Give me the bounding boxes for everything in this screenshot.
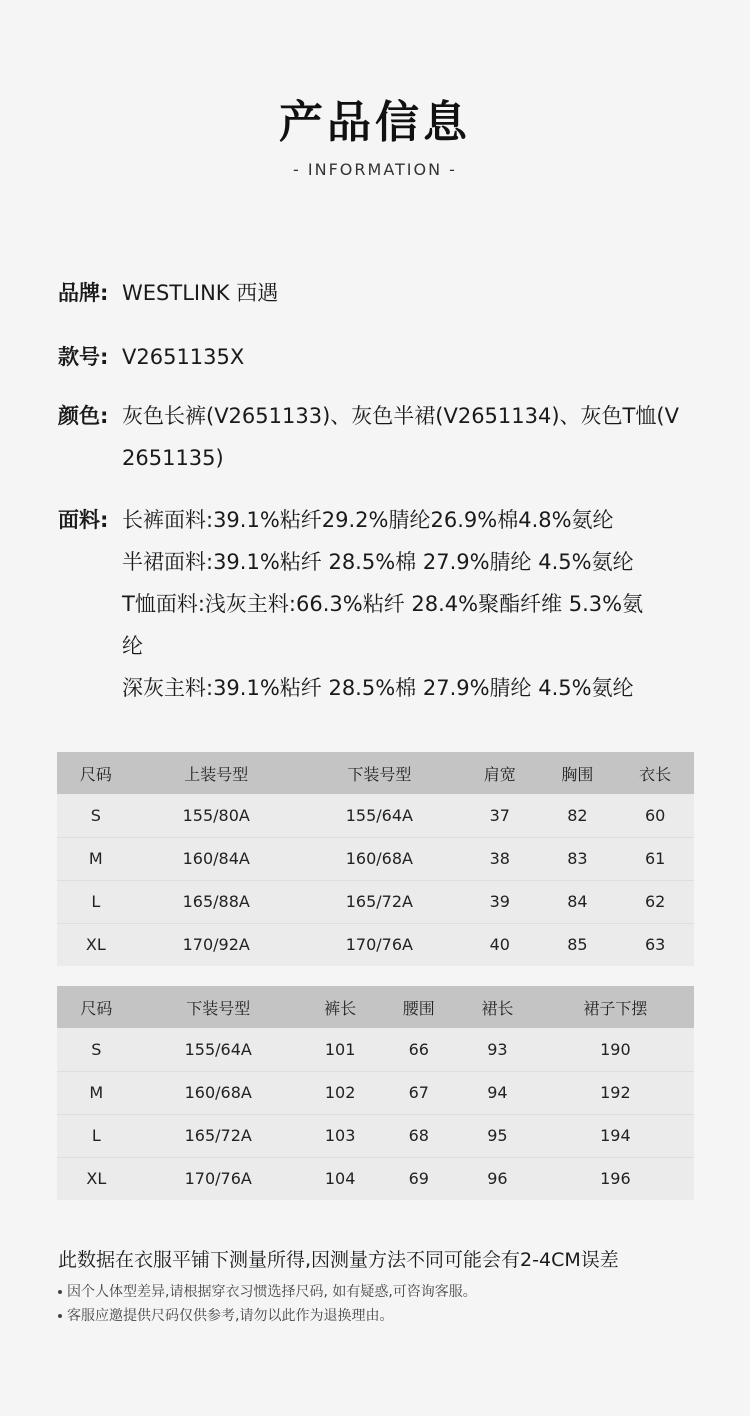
table-cell: S xyxy=(57,794,135,837)
table-cell: 103 xyxy=(301,1114,380,1157)
table-cell: 155/80A xyxy=(135,794,298,837)
fabric-label: 面料: xyxy=(58,508,109,532)
table-cell: 170/76A xyxy=(298,923,461,966)
table-header-cell: 裙子下摆 xyxy=(537,986,694,1028)
table-row xyxy=(57,794,694,837)
table-header-cell: 下装号型 xyxy=(298,752,461,794)
brand-label: 品牌: xyxy=(58,281,109,305)
table-cell: 95 xyxy=(458,1114,537,1157)
page-title: 产品信息 xyxy=(279,97,471,148)
table-cell: XL xyxy=(57,1157,136,1200)
table-header-cell: 胸围 xyxy=(539,752,617,794)
table-cell: 155/64A xyxy=(298,794,461,837)
color-label: 颜色: xyxy=(58,404,109,428)
table-cell: 170/92A xyxy=(135,923,298,966)
table-header-cell: 上装号型 xyxy=(135,752,298,794)
table-cell: 62 xyxy=(616,880,694,923)
note-item xyxy=(58,1281,477,1301)
table-cell: 170/76A xyxy=(136,1157,301,1200)
table-cell: M xyxy=(57,837,135,880)
table-row xyxy=(57,1114,694,1157)
table-row xyxy=(57,837,694,880)
table-cell: 194 xyxy=(537,1114,694,1157)
table-header-cell: 尺码 xyxy=(57,752,135,794)
table-cell: 38 xyxy=(461,837,539,880)
table-cell: 37 xyxy=(461,794,539,837)
table-cell: 196 xyxy=(537,1157,694,1200)
fabric-line: 长裤面料:39.1%粘纤29.2%腈纶26.9%棉4.8%氨纶 xyxy=(122,508,614,532)
table-header-cell: 尺码 xyxy=(57,986,136,1028)
table-cell: 63 xyxy=(616,923,694,966)
table-cell: 192 xyxy=(537,1071,694,1114)
fabric-value xyxy=(122,499,682,709)
table-row xyxy=(57,1071,694,1114)
table-cell: 60 xyxy=(616,794,694,837)
table-cell: 160/84A xyxy=(135,837,298,880)
table-cell: 160/68A xyxy=(298,837,461,880)
table-cell: 69 xyxy=(379,1157,458,1200)
fabric-line: 纶 xyxy=(122,634,143,658)
table-cell: 82 xyxy=(539,794,617,837)
table-cell: 68 xyxy=(379,1114,458,1157)
table-header-cell: 衣长 xyxy=(616,752,694,794)
sku-label: 款号: xyxy=(58,345,109,369)
note-item xyxy=(58,1305,393,1325)
table-row xyxy=(57,923,694,966)
table-cell: 190 xyxy=(537,1028,694,1071)
table-cell: 61 xyxy=(616,837,694,880)
note-text: 客服应邀提供尺码仅供参考,请勿以此作为退换理由。 xyxy=(67,1308,394,1324)
table-cell: S xyxy=(57,1028,136,1071)
color-line: 2651135) xyxy=(122,446,224,470)
table-header-cell: 裙长 xyxy=(458,986,537,1028)
color-value xyxy=(122,395,682,479)
table-cell: 155/64A xyxy=(136,1028,301,1071)
table-cell: 83 xyxy=(539,837,617,880)
table-header-cell: 肩宽 xyxy=(461,752,539,794)
table-cell: 165/88A xyxy=(135,880,298,923)
table-cell: L xyxy=(57,880,135,923)
color-line: 灰色长裤(V2651133)、灰色半裙(V2651134)、灰色T恤(V xyxy=(122,404,679,428)
fabric-line: 深灰主料:39.1%粘纤 28.5%棉 27.9%腈纶 4.5%氨纶 xyxy=(122,676,634,700)
table-cell: XL xyxy=(57,923,135,966)
measurement-note-title: 此数据在衣服平铺下测量所得,因测量方法不同可能会有2-4CM误差 xyxy=(58,1249,619,1271)
table-cell: 94 xyxy=(458,1071,537,1114)
table-header-cell: 下装号型 xyxy=(136,986,301,1028)
table-cell: 101 xyxy=(301,1028,380,1071)
fabric-line: T恤面料:浅灰主料:66.3%粘纤 28.4%聚酯纤维 5.3%氨 xyxy=(122,592,644,616)
table-header-cell: 裤长 xyxy=(301,986,380,1028)
table-header-row xyxy=(57,752,694,794)
bullet-icon xyxy=(58,1314,62,1318)
table-cell: 93 xyxy=(458,1028,537,1071)
bottom-size-table xyxy=(57,986,694,1200)
sku-value: V2651135X xyxy=(122,345,245,369)
table-cell: 96 xyxy=(458,1157,537,1200)
brand-value: WESTLINK 西遇 xyxy=(122,281,279,305)
top-size-table xyxy=(57,752,694,966)
table-cell: 85 xyxy=(539,923,617,966)
table-header-row xyxy=(57,986,694,1028)
table-cell: 66 xyxy=(379,1028,458,1071)
table-cell: 39 xyxy=(461,880,539,923)
table-row xyxy=(57,880,694,923)
table-row xyxy=(57,1028,694,1071)
table-cell: 165/72A xyxy=(298,880,461,923)
table-cell: 84 xyxy=(539,880,617,923)
bullet-icon xyxy=(58,1290,62,1294)
table-row xyxy=(57,1157,694,1200)
table-cell: 40 xyxy=(461,923,539,966)
table-cell: 102 xyxy=(301,1071,380,1114)
table-cell: 160/68A xyxy=(136,1071,301,1114)
table-cell: L xyxy=(57,1114,136,1157)
table-cell: 165/72A xyxy=(136,1114,301,1157)
table-header-cell: 腰围 xyxy=(379,986,458,1028)
note-text: 因个人体型差异,请根据穿衣习惯选择尺码, 如有疑惑,可咨询客服。 xyxy=(67,1284,477,1300)
table-cell: 67 xyxy=(379,1071,458,1114)
page-subtitle: - INFORMATION - xyxy=(293,160,457,179)
table-cell: 104 xyxy=(301,1157,380,1200)
table-cell: M xyxy=(57,1071,136,1114)
fabric-line: 半裙面料:39.1%粘纤 28.5%棉 27.9%腈纶 4.5%氨纶 xyxy=(122,550,634,574)
